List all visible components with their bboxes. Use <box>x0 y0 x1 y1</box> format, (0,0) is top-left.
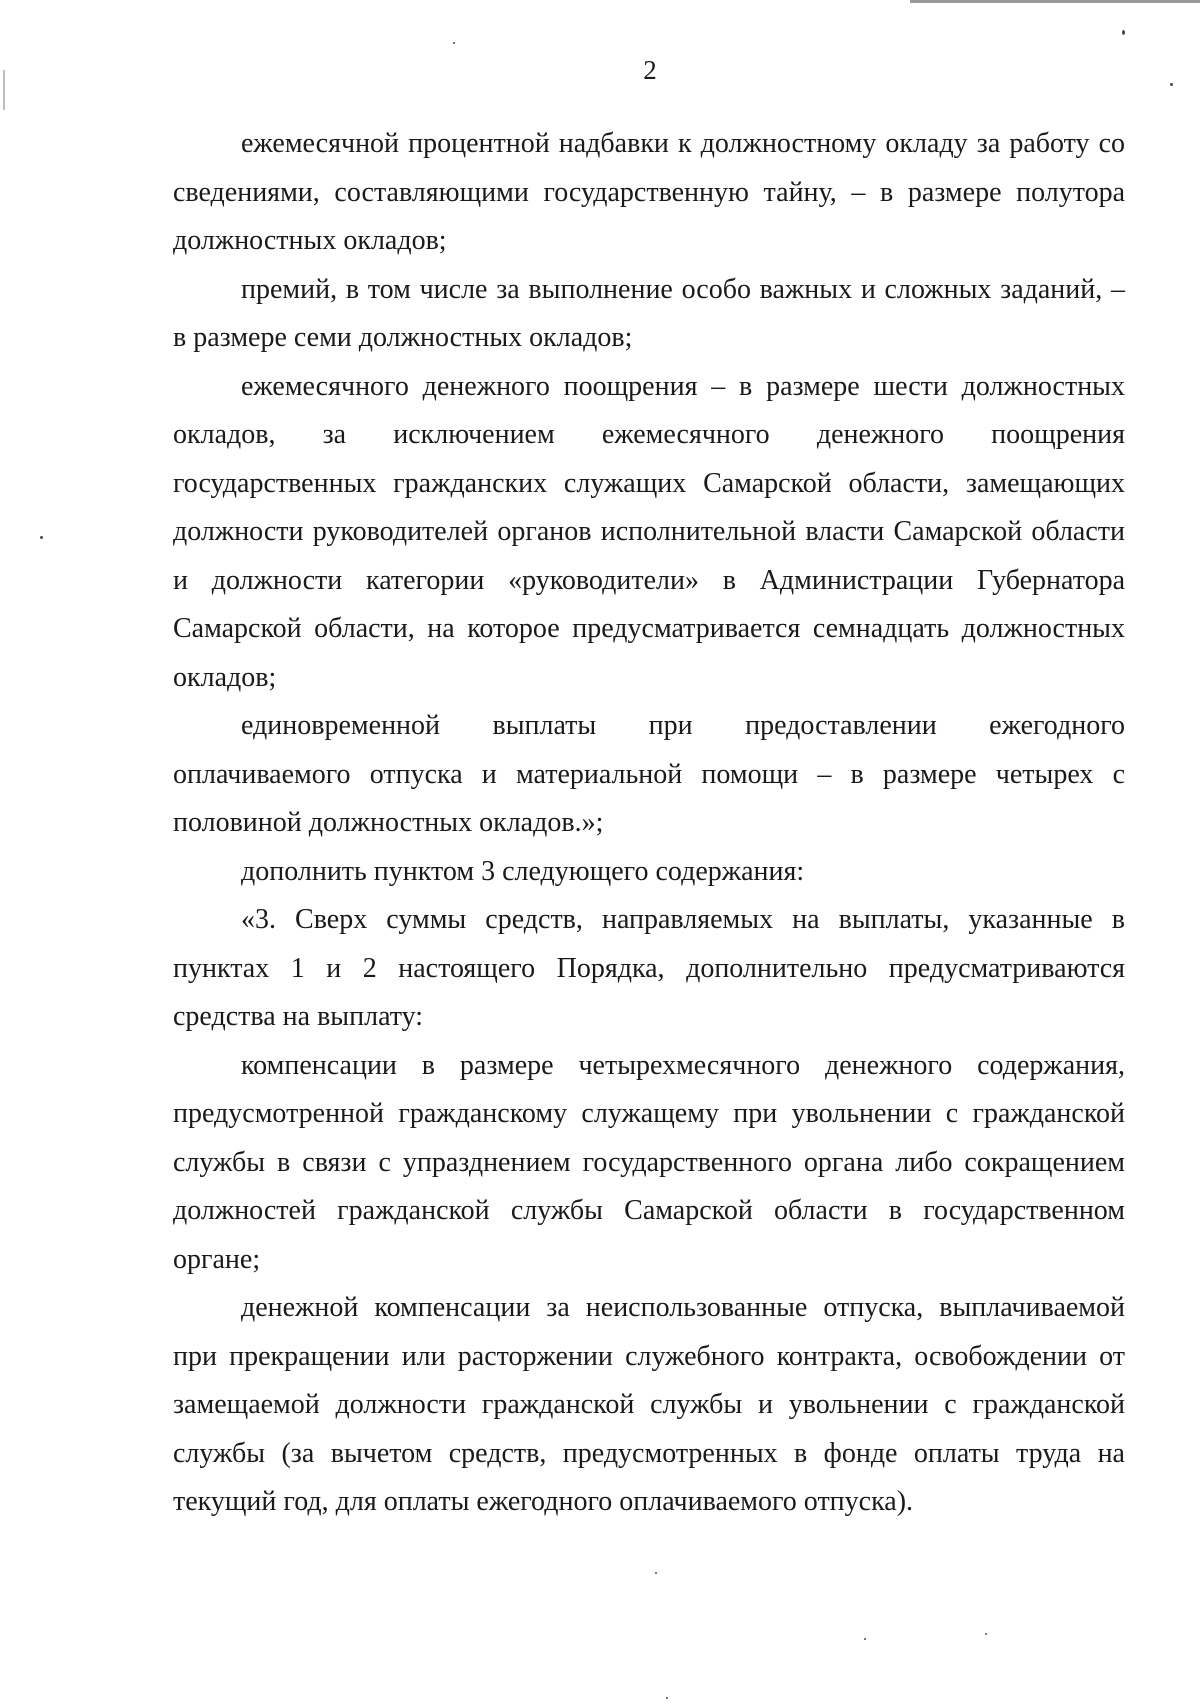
paragraph-1: ежемесячной процентной надбавки к должностному окладу за работу со сведениями, составляющими государственную тайну, – в размере полутора должностных окладов; <box>173 128 1125 256</box>
document-body <box>173 120 1125 1527</box>
paragraph-7: компенсации в размере четырехмесячного денежного содержания, предусмотренной гражданскому служащему при увольнении с гражданской службы в связи с упразднением государственного органа либо сокращением должностей гражданской службы Самарской области в государственном органе; <box>173 1049 1125 1275</box>
scan-speck <box>3 70 5 110</box>
scan-speck <box>864 1638 866 1640</box>
scan-speck <box>1170 83 1173 86</box>
paragraph-4: единовременной выплаты при предоставлении ежегодного оплачиваемого отпуска и материальной помощи – в размере четырех с половиной должностных окладов.»; <box>173 710 1125 838</box>
scan-speck <box>40 536 43 539</box>
page-number: 2 <box>643 55 657 85</box>
scan-speck <box>1122 30 1125 35</box>
scan-speck <box>655 1572 657 1574</box>
scan-speck <box>666 1697 668 1699</box>
scan-edge-line <box>910 0 1200 3</box>
paragraph-2: премий, в том числе за выполнение особо важных и сложных заданий, – в размере семи должностных окладов; <box>173 273 1125 353</box>
paragraph-8: денежной компенсации за неиспользованные отпуска, выплачиваемой при прекращении или расторжении служебного контракта, освобождении от замещаемой должности гражданской службы и увольнении с гражданской службы (за вычетом средств, предусмотренных в фонде оплаты труда на текущий год, для оплаты ежегодного оплачиваемого отпуска). <box>173 1292 1125 1517</box>
paragraph-6: «3. Сверх суммы средств, направляемых на выплаты, указанные в пунктах 1 и 2 настоящего Порядка, дополнительно предусматриваются средства на выплату: <box>173 904 1125 1032</box>
paragraph-3: ежемесячного денежного поощрения – в размере шести должностных окладов, за исключением ежемесячного денежного поощрения государственных гражданских служащих Самарской области, замещающих должности руководителей органов исполнительной власти Самарской области и должности категории «руководители» в Администрации Губернатора Самарской области, на которое предусматривается семнадцать должностных окладов; <box>173 370 1125 693</box>
scan-speck <box>985 1633 987 1635</box>
scan-speck <box>453 42 455 44</box>
paragraph-5: дополнить пунктом 3 следующего содержания: <box>241 855 805 887</box>
